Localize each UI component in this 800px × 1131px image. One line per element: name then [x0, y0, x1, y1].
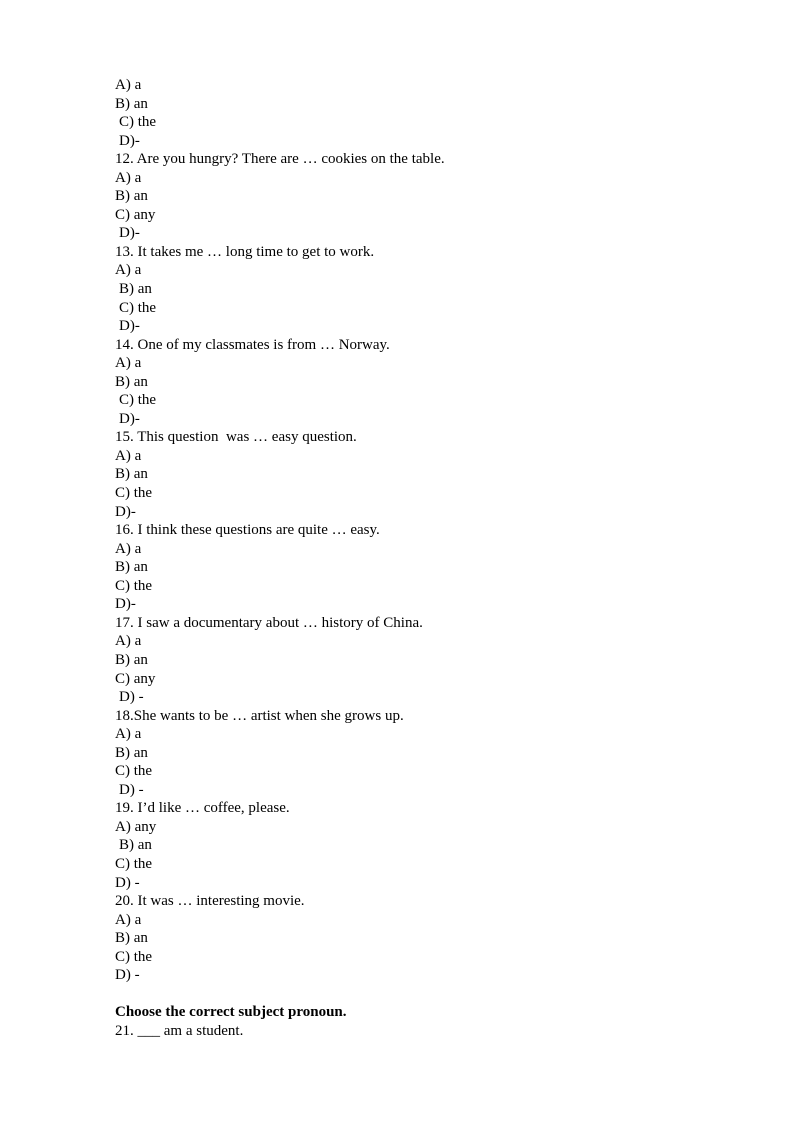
question-list: [115, 150, 735, 985]
answer-option: A) a: [115, 77, 142, 93]
answer-option: A) a: [115, 447, 142, 464]
answer-option: D)-: [119, 410, 140, 427]
question-item: [115, 150, 735, 243]
question-item: [115, 892, 735, 985]
answer-option: A) any: [115, 818, 157, 835]
previous-question-options: [115, 76, 735, 150]
answer-option: B) an: [115, 188, 148, 205]
answer-option: A) a: [115, 726, 142, 743]
answer-option: A) a: [115, 169, 142, 186]
question-item: [115, 799, 735, 892]
answer-option: A) a: [115, 355, 142, 372]
answer-option: D)-: [115, 503, 136, 520]
question-text: 13. It takes me … long time to get to work.: [115, 243, 375, 260]
question-item: [115, 707, 735, 800]
answer-option: D)-: [119, 225, 140, 242]
question-text: 12. Are you hungry? There are … cookies on the table.: [115, 151, 445, 168]
question-text: 15. This question was … easy question.: [115, 429, 357, 446]
answer-option: C) any: [115, 670, 156, 687]
question-21: 21. ___ am a student.: [115, 1022, 244, 1039]
worksheet-page: [115, 76, 735, 1040]
answer-option: B) an: [115, 373, 148, 390]
answer-option: B) an: [115, 651, 148, 668]
answer-option: C) the: [115, 855, 153, 872]
answer-option: B) an: [115, 930, 148, 947]
answer-option: C) the: [115, 948, 153, 965]
answer-option: C) the: [115, 763, 153, 780]
answer-option: B) an: [115, 466, 148, 483]
answer-option: C) the: [115, 485, 153, 502]
answer-option: C) the: [119, 392, 157, 409]
answer-option: D)-: [119, 318, 140, 335]
answer-option: C) any: [115, 206, 156, 223]
answer-option: C) the: [119, 114, 157, 131]
answer-option: D)-: [115, 596, 136, 613]
answer-option: C) the: [119, 299, 157, 316]
answer-option: D) -: [115, 967, 140, 984]
question-item: [115, 336, 735, 429]
answer-option: A) a: [115, 262, 142, 279]
answer-option: D)-: [119, 132, 140, 149]
answer-option: D) -: [115, 874, 140, 891]
answer-option: B) an: [119, 837, 152, 854]
question-item: [115, 521, 735, 614]
section-gap: [115, 985, 735, 1004]
question-text: 20. It was … interesting movie.: [115, 893, 305, 910]
answer-option: B) an: [115, 95, 148, 112]
answer-option: B) an: [119, 281, 152, 298]
question-item: [115, 428, 735, 521]
answer-option: A) a: [115, 911, 142, 928]
answer-option: D) -: [119, 781, 144, 798]
question-text: 14. One of my classmates is from … Norway.: [115, 336, 390, 353]
question-item: [115, 614, 735, 707]
question-text: 17. I saw a documentary about … history of China.: [115, 614, 423, 631]
question-text: 19. I’d like … coffee, please.: [115, 800, 290, 817]
answer-option: B) an: [115, 559, 148, 576]
answer-option: C) the: [115, 577, 153, 594]
answer-option: D) -: [119, 689, 144, 706]
question-text: 18.She wants to be … artist when she grows up.: [115, 707, 404, 724]
section-heading: Choose the correct subject pronoun.: [115, 1004, 347, 1021]
answer-option: B) an: [115, 744, 148, 761]
question-item: [115, 243, 735, 336]
answer-option: A) a: [115, 633, 142, 650]
answer-option: A) a: [115, 540, 142, 557]
question-text: 16. I think these questions are quite … easy.: [115, 522, 380, 539]
